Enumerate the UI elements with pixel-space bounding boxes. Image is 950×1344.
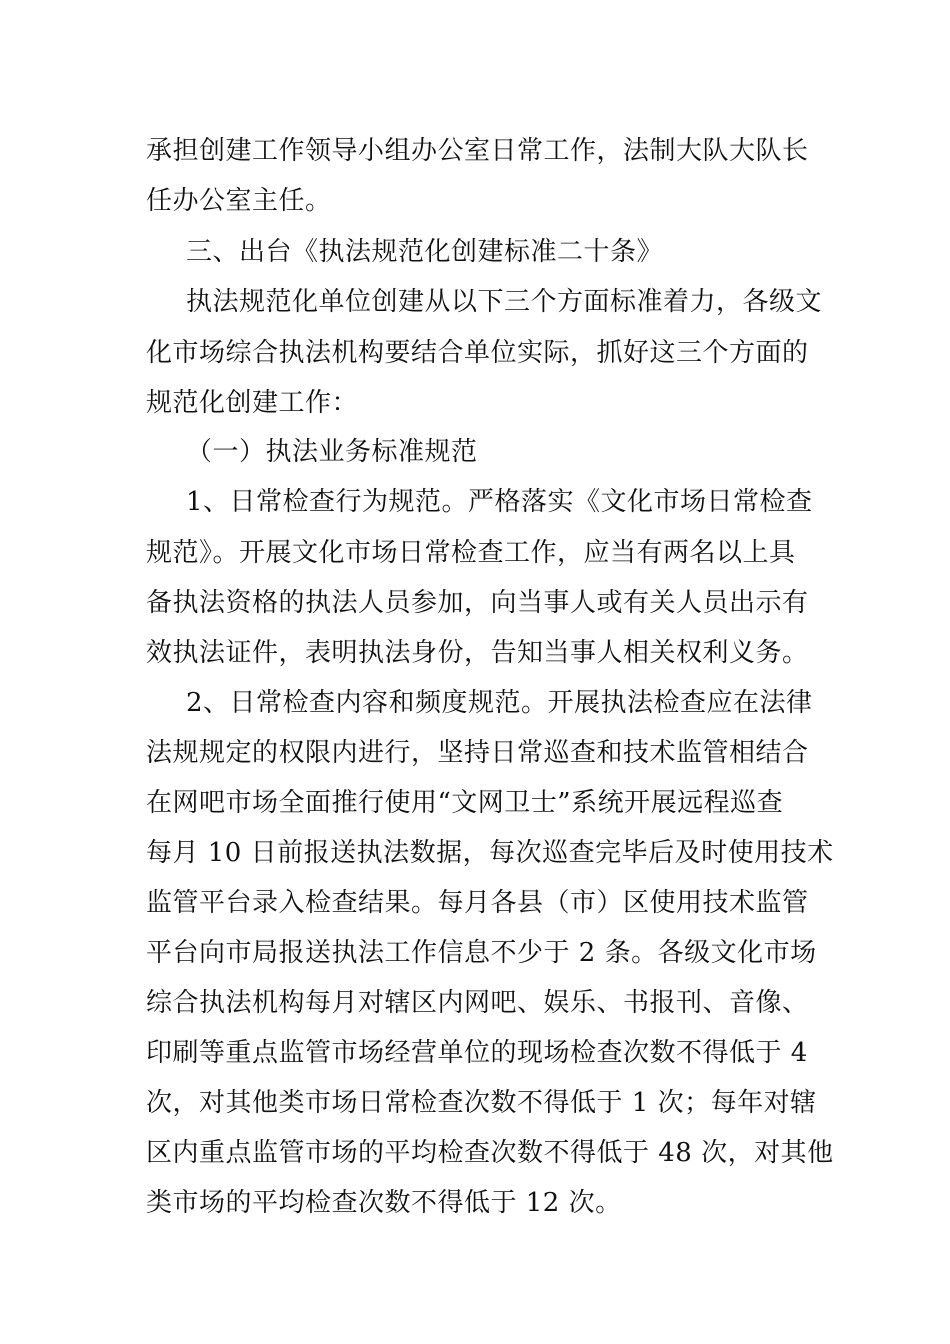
text-line: 任办公室主任。 [146, 186, 332, 216]
text-line: 在网吧市场全面推行使用“文网卫士”系统开展远程巡查 [146, 788, 784, 818]
text-line: 每月 10 日前报送执法数据，每次巡查完毕后及时使用技术 [146, 838, 834, 868]
text-line: 备执法资格的执法人员参加，向当事人或有关人员出示有 [146, 588, 809, 618]
text-line: 化市场综合执法机构要结合单位实际，抓好这三个方面的 [146, 338, 809, 368]
text-line: 监管平台录入检查结果。每月各县（市）区使用技术监管 [146, 888, 809, 918]
text-line: 效执法证件，表明执法身份，告知当事人相关权利义务。 [146, 638, 809, 668]
section-heading: 三、出台《执法规范化创建标准二十条》 [186, 237, 664, 267]
text-line: 规范》。开展文化市场日常检查工作，应当有两名以上具 [146, 538, 796, 568]
text-line: 2、日常检查内容和频度规范。开展执法检查应在法律 [186, 688, 813, 718]
text-line: 次，对其他类市场日常检查次数不得低于 1 次；每年对辖 [146, 1088, 817, 1118]
text-line: 规范化创建工作： [146, 388, 359, 418]
text-line: 区内重点监管市场的平均检查次数不得低于 48 次，对其他 [146, 1138, 834, 1168]
text-line: 类市场的平均检查次数不得低于 12 次。 [146, 1188, 622, 1218]
text-line: 印刷等重点监管市场经营单位的现场检查次数不得低于 4 [146, 1038, 808, 1068]
text-line: 承担创建工作领导小组办公室日常工作，法制大队大队长 [146, 136, 809, 166]
subsection-heading: （一）执法业务标准规范 [186, 437, 478, 467]
text-line: 综合执法机构每月对辖区内网吧、娱乐、书报刊、音像、 [146, 988, 809, 1018]
text-line: 平台向市局报送执法工作信息不少于 2 条。各级文化市场 [146, 938, 817, 968]
text-line: 执法规范化单位创建从以下三个方面标准着力，各级文 [186, 287, 823, 317]
text-line: 1、日常检查行为规范。严格落实《文化市场日常检查 [186, 487, 813, 517]
text-line: 法规规定的权限内进行，坚持日常巡查和技术监管相结合 [146, 738, 809, 768]
